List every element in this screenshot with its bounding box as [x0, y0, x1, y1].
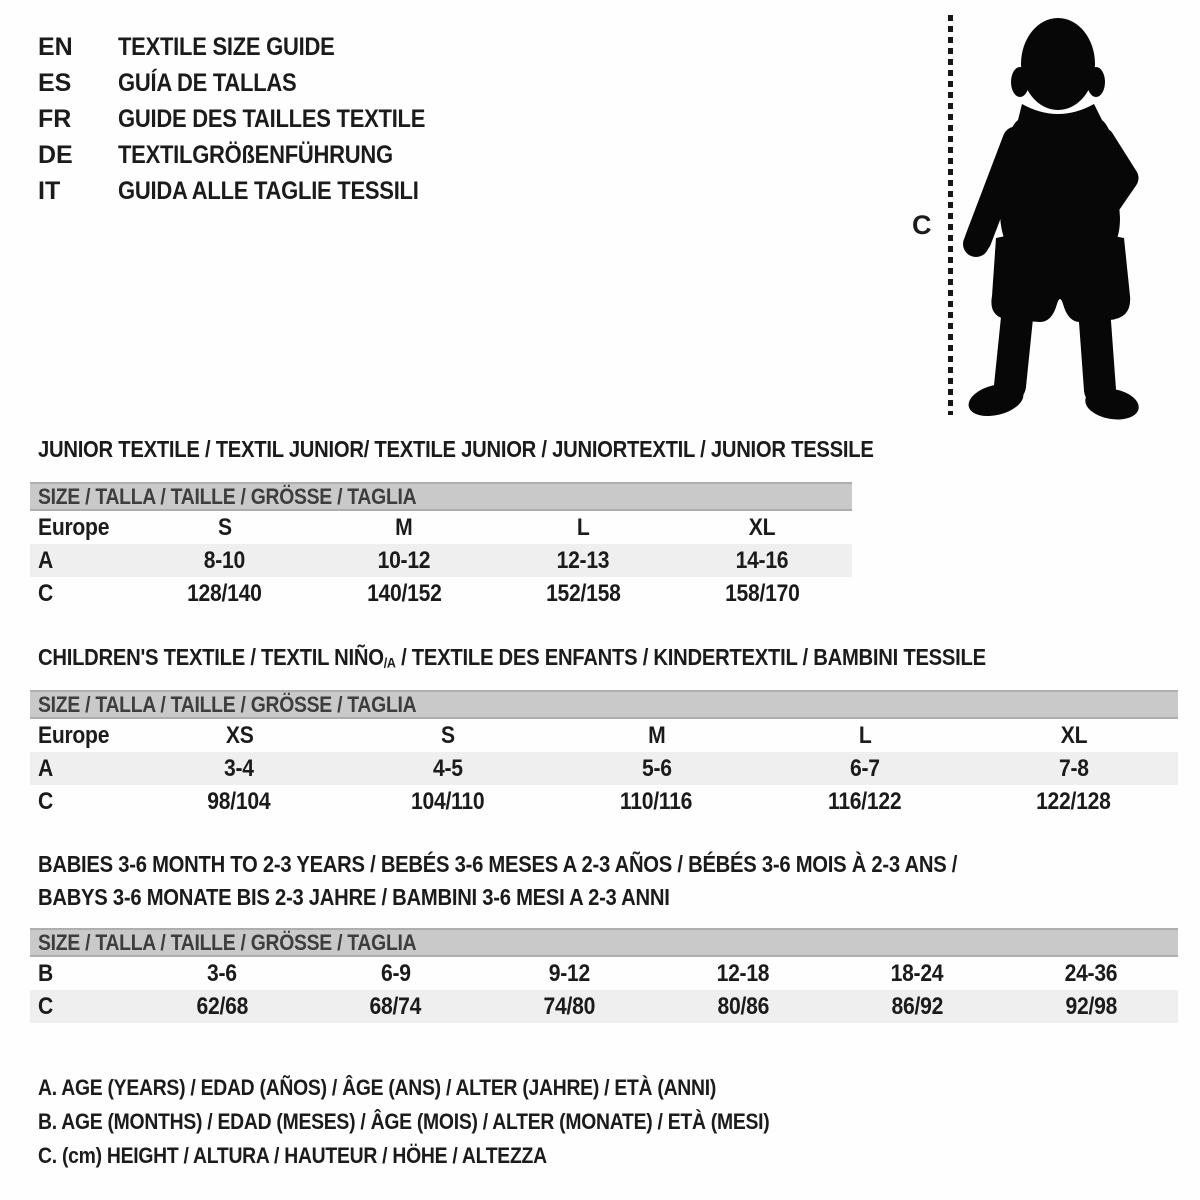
table-row-months: [30, 957, 1178, 990]
size-table-babies: [30, 928, 1178, 1023]
height-measure-label: C: [912, 210, 932, 240]
height-cell: 122/128: [1036, 787, 1111, 815]
toddler-silhouette-icon: [952, 8, 1148, 420]
size-cell: XL: [749, 513, 776, 541]
table-row-height: [30, 990, 1178, 1023]
language-label: GUIDE DES TAILLES TEXTILE: [118, 105, 426, 133]
legend-line-b: B. AGE (MONTHS) / EDAD (MESES) / ÂGE (MOIS) / ALTER (MONATE) / ETÀ (MESI): [38, 1109, 770, 1134]
row-label: C: [38, 579, 54, 607]
table-row-age: [30, 752, 1178, 785]
legend-line-c: C. (cm) HEIGHT / ALTURA / HAUTEUR / HÖHE / ALTEZZA: [38, 1143, 547, 1168]
language-row: [38, 65, 467, 101]
language-code: EN: [38, 33, 73, 61]
table-row-europe: [30, 719, 1178, 752]
age-cell: 4-5: [433, 754, 463, 782]
size-cell: M: [647, 721, 666, 749]
legend: [38, 1071, 869, 1173]
table-row-europe: [30, 511, 852, 544]
height-cell: 86/92: [891, 992, 944, 1020]
table-row-height: [30, 577, 852, 610]
age-cell: 14-16: [736, 546, 789, 574]
age-cell: 3-4: [224, 754, 255, 782]
height-cell: 68/74: [369, 992, 422, 1020]
months-cell: 24-36: [1064, 959, 1118, 987]
size-header-bar: SIZE / TALLA / TAILLE / GRÖSSE / TAGLIA: [30, 928, 1178, 957]
language-row: [38, 173, 467, 209]
size-header-bar: SIZE / TALLA / TAILLE / GRÖSSE / TAGLIA: [30, 690, 1178, 719]
row-label: B: [38, 959, 54, 987]
row-label: A: [38, 754, 54, 782]
size-table-junior: [30, 482, 852, 610]
height-cell: 158/170: [725, 579, 800, 607]
height-cell: 116/122: [828, 787, 902, 815]
size-cell: XL: [1060, 721, 1087, 749]
months-cell: 9-12: [548, 959, 591, 987]
section-title-children: CHILDREN'S TEXTILE / TEXTIL NIÑO/A / TEXTILE DES ENFANTS / KINDERTEXTIL / BAMBINI TESSILE: [38, 644, 986, 672]
height-cell: 110/116: [620, 787, 693, 815]
height-cell: 80/86: [717, 992, 770, 1020]
height-cell: 62/68: [196, 992, 248, 1020]
nino-a-subscript: /A: [383, 655, 396, 672]
language-code: FR: [38, 105, 72, 133]
language-row: [38, 137, 467, 173]
table-row-age: [30, 544, 852, 577]
size-cell: S: [217, 513, 232, 541]
legend-line-a: A. AGE (YEARS) / EDAD (AÑOS) / ÂGE (ANS) / ALTER (JAHRE) / ETÀ (ANNI): [38, 1075, 717, 1100]
height-cell: 140/152: [366, 579, 442, 607]
height-cell: 92/98: [1065, 992, 1117, 1020]
row-label: C: [38, 787, 54, 815]
size-cell: L: [858, 721, 872, 749]
months-cell: 18-24: [890, 959, 944, 987]
size-cell: XS: [225, 721, 254, 749]
row-label: Europe: [38, 513, 110, 541]
size-cell: M: [395, 513, 413, 541]
size-cell: S: [440, 721, 455, 749]
language-code: DE: [38, 141, 73, 169]
height-cell: 128/140: [187, 579, 262, 607]
row-label: C: [38, 992, 54, 1020]
height-cell: 104/110: [411, 787, 485, 815]
age-cell: 6-7: [850, 754, 880, 782]
language-list: [38, 29, 467, 209]
language-code: IT: [38, 177, 61, 205]
months-cell: 3-6: [207, 959, 237, 987]
size-header-bar: SIZE / TALLA / TAILLE / GRÖSSE / TAGLIA: [30, 482, 852, 511]
language-label: GUIDA ALLE TAGLIE TESSILI: [118, 177, 419, 205]
language-code: ES: [38, 69, 72, 97]
table-row-height: [30, 785, 1178, 818]
language-label: TEXTILE SIZE GUIDE: [118, 33, 335, 61]
height-cell: 152/158: [545, 579, 621, 607]
months-cell: 12-18: [717, 959, 770, 987]
height-cell: 74/80: [543, 992, 596, 1020]
row-label: Europe: [38, 721, 110, 749]
size-table-children: [30, 690, 1178, 818]
language-label: GUÍA DE TALLAS: [118, 69, 297, 97]
language-row: [38, 29, 467, 65]
age-cell: 5-6: [641, 754, 672, 782]
age-cell: 10-12: [377, 546, 431, 574]
row-label: A: [38, 546, 54, 574]
months-cell: 6-9: [380, 959, 411, 987]
size-cell: L: [576, 513, 590, 541]
language-row: [38, 101, 467, 137]
section-title-junior: JUNIOR TEXTILE / TEXTIL JUNIOR/ TEXTILE JUNIOR / JUNIORTEXTIL / JUNIOR TESSILE: [38, 436, 874, 462]
age-cell: 12-13: [556, 546, 610, 574]
section-title-babies: BABIES 3-6 MONTH TO 2-3 YEARS / BEBÉS 3-6 MESES A 2-3 AÑOS / BÉBÉS 3-6 MOIS À 2-3 ANS / BABYS 3-6 MONATE BIS 2-3 JAHRE / BAMBINI 3-6 MESI A 2-3 ANNI: [38, 851, 958, 910]
age-cell: 8-10: [204, 546, 246, 574]
language-label: TEXTILGRÖßENFÜHRUNG: [118, 141, 393, 169]
age-cell: 7-8: [1058, 754, 1089, 782]
height-cell: 98/104: [207, 787, 271, 815]
